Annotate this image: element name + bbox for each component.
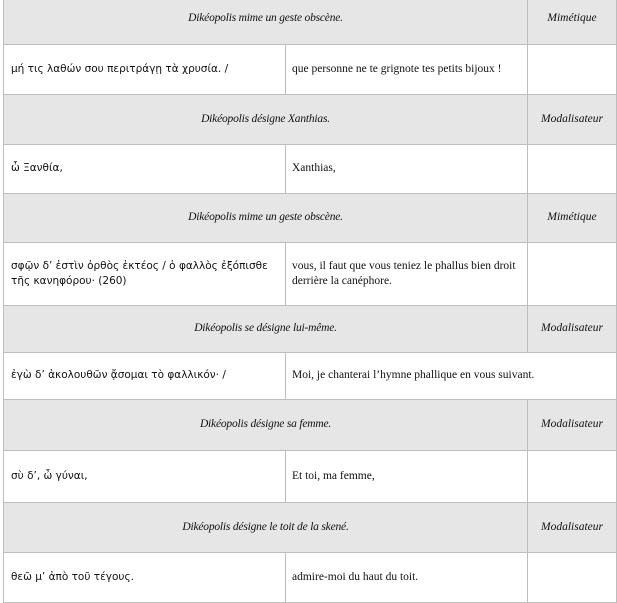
greek-text: σὺ δ’, ὦ γύναι, <box>4 450 286 502</box>
greek-text: θεῶ μ’ ἀπὸ τοῦ τέγους. <box>4 552 286 602</box>
table-row-stage <box>4 0 617 44</box>
stage-direction: Dikéopolis désigne Xanthias. <box>4 94 528 144</box>
french-translation: admire-moi du haut du toit. <box>286 552 528 602</box>
table-row-stage <box>4 502 617 552</box>
stage-direction: Dikéopolis mime un geste obscène. <box>4 0 528 44</box>
empty-cell <box>528 450 617 502</box>
stage-direction: Dikéopolis mime un geste obscène. <box>4 193 528 242</box>
table-row-stage <box>4 193 617 242</box>
greek-text: μή τις λαθών σου περιτράγῃ τὰ χρυσία. / <box>4 44 286 94</box>
stage-direction: Dikéopolis désigne le toit de la skené. <box>4 502 528 552</box>
table-row-text <box>4 44 617 94</box>
french-translation: Moi, je chanterai l’hymne phallique en vous suivant. <box>286 352 617 399</box>
empty-cell <box>528 552 617 602</box>
greek-text: ἐγὼ δ’ ἀκολουθῶν ᾄσομαι τὸ φαλλικόν· / <box>4 352 286 399</box>
table-row-text <box>4 450 617 502</box>
stage-direction: Dikéopolis désigne sa femme. <box>4 399 528 450</box>
category-label: Modalisateur <box>528 399 617 450</box>
table-row-stage <box>4 305 617 352</box>
category-label: Modalisateur <box>528 502 617 552</box>
greek-text: ὦ Ξανθία, <box>4 144 286 193</box>
table-row-text <box>4 144 617 193</box>
table-row-text <box>4 352 617 399</box>
greek-text: σφῷν δ’ ἐστὶν ὀρθὸς ἑκτέος / ὁ φαλλὸς ἐξόπισθε τῆς κανηφόρου· (260) <box>4 242 286 305</box>
stage-direction: Dikéopolis se désigne lui-même. <box>4 305 528 352</box>
empty-cell <box>528 44 617 94</box>
category-label: Mimétique <box>528 0 617 44</box>
table-row-text <box>4 552 617 602</box>
french-translation: que personne ne te grignote tes petits bijoux ! <box>286 44 528 94</box>
empty-cell <box>528 242 617 305</box>
table-row-text <box>4 242 617 305</box>
french-translation: vous, il faut que vous teniez le phallus bien droit derrière la canéphore. <box>286 242 528 305</box>
table-row-stage <box>4 94 617 144</box>
empty-cell <box>528 144 617 193</box>
category-label: Modalisateur <box>528 94 617 144</box>
didascalia-table <box>3 0 617 603</box>
french-translation: Xanthias, <box>286 144 528 193</box>
category-label: Modalisateur <box>528 305 617 352</box>
category-label: Mimétique <box>528 193 617 242</box>
table-row-stage <box>4 399 617 450</box>
french-translation: Et toi, ma femme, <box>286 450 528 502</box>
